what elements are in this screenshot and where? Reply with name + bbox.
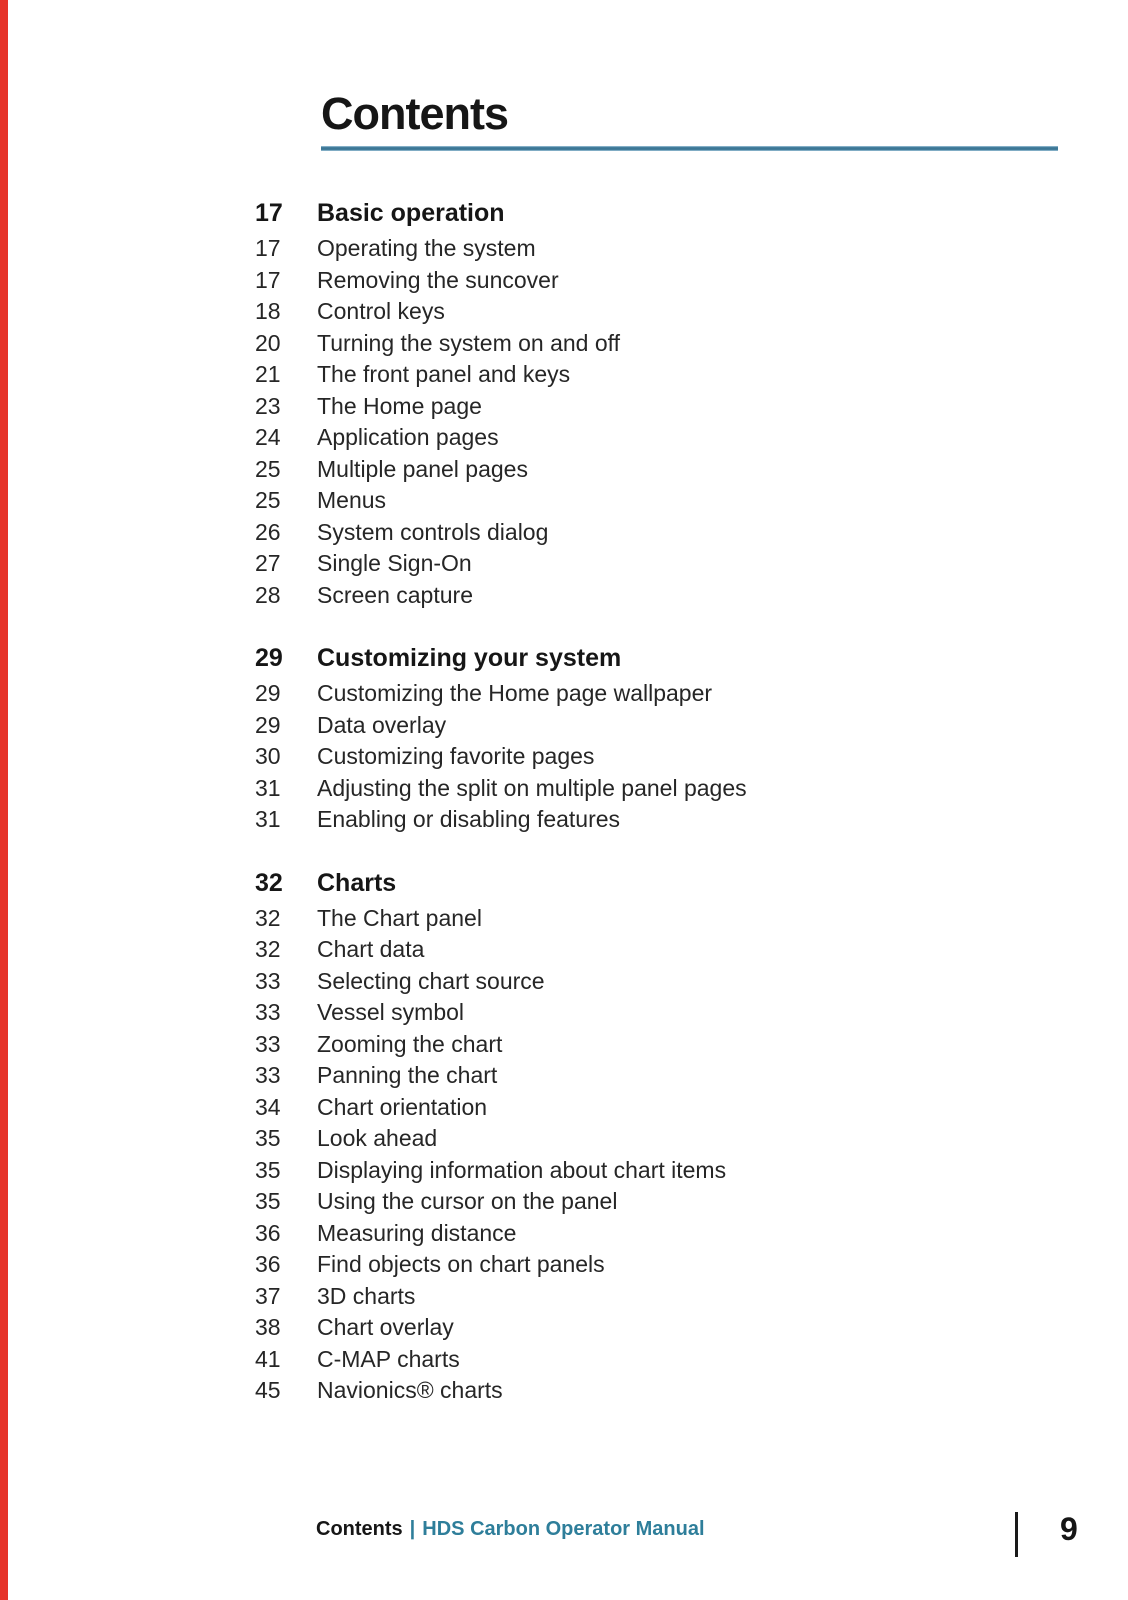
- toc-entry[interactable]: [255, 1186, 1045, 1218]
- toc-entry[interactable]: [255, 1281, 1045, 1313]
- page-edge-accent-bar: [0, 0, 8, 1600]
- toc-entry-page-number: 32: [255, 904, 281, 931]
- toc-entry-label: Adjusting the split on multiple panel pages: [317, 774, 747, 801]
- toc-entry[interactable]: [255, 580, 1045, 612]
- footer-separator: |: [409, 1518, 416, 1540]
- toc-entry-label: The front panel and keys: [317, 361, 571, 387]
- toc-entry-label: Customizing favorite pages: [317, 743, 595, 769]
- toc-entry-page-number: 35: [255, 1188, 281, 1214]
- toc-entry[interactable]: [255, 1029, 1045, 1061]
- toc-entry-page-number: 31: [255, 806, 281, 832]
- toc-entry-label: 3D charts: [317, 1282, 416, 1309]
- toc-entry-label: Find objects on chart panels: [317, 1251, 605, 1277]
- toc-entry-label: System controls dialog: [317, 518, 549, 545]
- toc-section-heading[interactable]: [255, 196, 1045, 230]
- page-title: Contents: [321, 88, 508, 139]
- toc-entry[interactable]: [255, 391, 1045, 423]
- table-of-contents: [255, 196, 1045, 1407]
- toc-entry-page-number: 28: [255, 581, 281, 608]
- toc-entry-label: C-MAP charts: [317, 1345, 460, 1372]
- toc-entry-label: Navionics® charts: [317, 1377, 503, 1403]
- toc-entry-page-number: 30: [255, 743, 281, 769]
- toc-entry-label: Removing the suncover: [317, 266, 559, 293]
- toc-entry-page-number: 33: [255, 999, 281, 1025]
- toc-section-page-number: 32: [255, 868, 283, 897]
- toc-entry-label: Chart overlay: [317, 1314, 454, 1340]
- page-number-divider: [1015, 1512, 1018, 1557]
- toc-entry-page-number: 29: [255, 680, 281, 706]
- toc-entry-page-number: 31: [255, 774, 281, 801]
- toc-entry-page-number: 38: [255, 1314, 281, 1340]
- footer-manual-title: HDS Carbon Operator Manual: [422, 1518, 705, 1540]
- footer-section-label: Contents: [316, 1518, 403, 1540]
- toc-section: [255, 196, 1045, 611]
- toc-entry[interactable]: [255, 485, 1045, 517]
- toc-section-title: Customizing your system: [317, 644, 622, 672]
- toc-entry-label: Enabling or disabling features: [317, 806, 621, 832]
- toc-entry[interactable]: [255, 422, 1045, 454]
- toc-entry[interactable]: [255, 454, 1045, 486]
- toc-entry-label: Menus: [317, 487, 387, 513]
- toc-entry[interactable]: [255, 1375, 1045, 1407]
- page-number: 9: [1060, 1511, 1078, 1547]
- toc-entry[interactable]: [255, 1218, 1045, 1250]
- toc-entry-page-number: 32: [255, 936, 281, 962]
- toc-entry-label: Operating the system: [317, 235, 536, 261]
- toc-entry-label: Screen capture: [317, 581, 473, 608]
- toc-section: [255, 866, 1045, 1407]
- toc-entry-label: The Chart panel: [317, 904, 482, 931]
- toc-section: [255, 641, 1045, 836]
- toc-entry-page-number: 33: [255, 1030, 281, 1057]
- toc-entry-page-number: 27: [255, 550, 281, 576]
- toc-entry[interactable]: [255, 296, 1045, 328]
- toc-entry[interactable]: [255, 1060, 1045, 1092]
- toc-entry-label: Measuring distance: [317, 1219, 517, 1246]
- toc-entry[interactable]: [255, 934, 1045, 966]
- toc-entry-label: Application pages: [317, 424, 499, 450]
- toc-entry-label: Data overlay: [317, 711, 447, 738]
- toc-entry-page-number: 45: [255, 1377, 281, 1403]
- toc-entry-label: Displaying information about chart items: [317, 1156, 727, 1183]
- toc-entry-page-number: 17: [255, 266, 281, 293]
- toc-entry[interactable]: [255, 804, 1045, 836]
- toc-entry[interactable]: [255, 1123, 1045, 1155]
- toc-entry-page-number: 36: [255, 1219, 281, 1246]
- toc-entry-page-number: 34: [255, 1093, 281, 1120]
- toc-entry-page-number: 24: [255, 424, 281, 450]
- toc-entry-label: Turning the system on and off: [317, 329, 621, 356]
- toc-entry-page-number: 18: [255, 298, 281, 324]
- toc-entry-page-number: 20: [255, 329, 281, 356]
- toc-section-heading[interactable]: [255, 641, 1045, 675]
- toc-section-page-number: 17: [255, 199, 283, 227]
- toc-entry-label: Chart orientation: [317, 1093, 488, 1120]
- toc-entry-page-number: 25: [255, 487, 281, 513]
- toc-entry[interactable]: [255, 1155, 1045, 1187]
- toc-entry-label: Control keys: [317, 298, 445, 324]
- toc-entry-page-number: 23: [255, 392, 281, 419]
- toc-entry[interactable]: [255, 359, 1045, 391]
- toc-entry-label: Vessel symbol: [317, 999, 465, 1025]
- toc-entry-page-number: 35: [255, 1125, 281, 1151]
- toc-entry-label: Zooming the chart: [317, 1030, 503, 1057]
- toc-section-title: Charts: [317, 868, 397, 897]
- toc-entry-label: Customizing the Home page wallpaper: [317, 680, 713, 706]
- title-underline-rule: [321, 146, 1058, 151]
- toc-entry[interactable]: [255, 903, 1045, 935]
- toc-entry[interactable]: [255, 1344, 1045, 1376]
- toc-entry[interactable]: [255, 1249, 1045, 1281]
- toc-entry[interactable]: [255, 1092, 1045, 1124]
- toc-entry[interactable]: [255, 966, 1045, 998]
- toc-entry-label: Chart data: [317, 936, 425, 962]
- toc-entry[interactable]: [255, 710, 1045, 742]
- toc-entry-page-number: 33: [255, 1062, 281, 1088]
- toc-entry-page-number: 26: [255, 518, 281, 545]
- toc-entry-label: Using the cursor on the panel: [317, 1188, 618, 1214]
- toc-entry-page-number: 41: [255, 1345, 281, 1372]
- toc-entry-page-number: 25: [255, 455, 281, 482]
- toc-section-title: Basic operation: [317, 199, 505, 227]
- toc-entry[interactable]: [255, 773, 1045, 805]
- toc-entry[interactable]: [255, 741, 1045, 773]
- toc-entry-page-number: 33: [255, 967, 281, 994]
- toc-entry-label: Panning the chart: [317, 1062, 498, 1088]
- toc-entry-label: Selecting chart source: [317, 967, 545, 994]
- toc-entry-page-number: 37: [255, 1282, 281, 1309]
- toc-entry-page-number: 29: [255, 711, 281, 738]
- footer: [316, 1518, 705, 1541]
- toc-entry-page-number: 36: [255, 1251, 281, 1277]
- toc-entry[interactable]: [255, 997, 1045, 1029]
- toc-entry-label: The Home page: [317, 392, 482, 419]
- toc-section-page-number: 29: [255, 644, 283, 672]
- toc-entry-page-number: 17: [255, 235, 281, 261]
- toc-entry[interactable]: [255, 678, 1045, 710]
- toc-entry[interactable]: [255, 328, 1045, 360]
- toc-entry[interactable]: [255, 517, 1045, 549]
- toc-section-heading[interactable]: [255, 866, 1045, 900]
- toc-entry[interactable]: [255, 548, 1045, 580]
- toc-entry[interactable]: [255, 265, 1045, 297]
- toc-entry-page-number: 35: [255, 1156, 281, 1183]
- toc-entry[interactable]: [255, 1312, 1045, 1344]
- toc-entry-label: Single Sign-On: [317, 550, 472, 576]
- toc-entry[interactable]: [255, 233, 1045, 265]
- toc-entry-label: Look ahead: [317, 1125, 438, 1151]
- toc-entry-label: Multiple panel pages: [317, 455, 528, 482]
- toc-entry-page-number: 21: [255, 361, 281, 387]
